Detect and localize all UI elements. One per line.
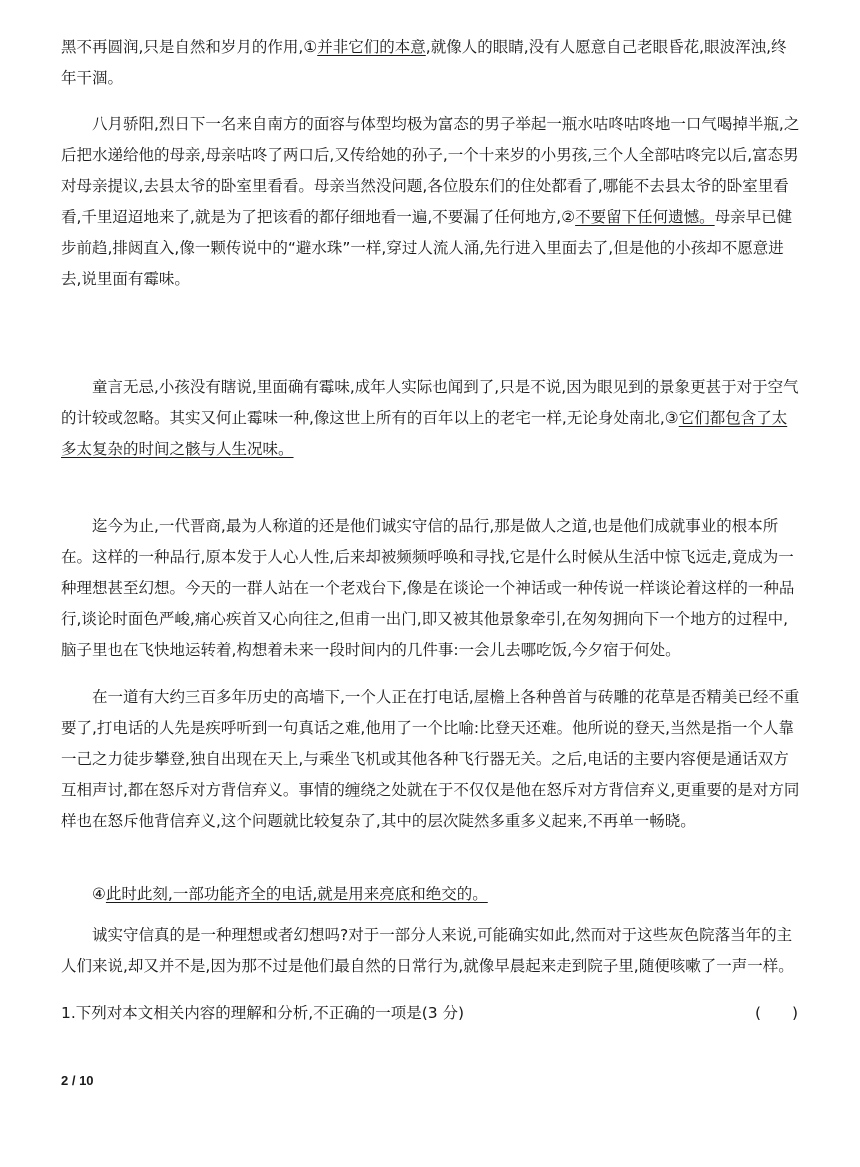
paragraph-text: 八月骄阳,烈日下一名来自南方的面容与体型均极为富态的男子举起一瓶水咕咚咕咚地一口气喝掉半瓶,之后把水递给他的母亲,母亲咕咚了两口后,又传给她的孙子,一个十来岁的小男孩,三个人全部咕咚完以后,富态男对母亲提议,去县太爷的卧室里看看。母亲当然没问题,各位股东们的住处都看了,哪能不去县太爷的卧室里看看,千里迢迢地来了,就是为了把该看的都仔细地看一遍,不要漏了任何地方,	[61, 115, 800, 226]
paragraph-6	[61, 879, 801, 910]
answer-parentheses: ( )	[755, 1004, 799, 1022]
paragraph-5: 在一道有大约三百多年历史的高墙下,一个人正在打电话,屋檐上各种兽首与砖雕的花草是否精美已经不重要了,打电话的人先是疾呼听到一句真话之难,他用了一个比喻:比登天还难。他所说的登天,当然是指一个人靠一己之力徒步攀登,独自出现在天上,与乘坐飞机或其他各种飞行器无关。之后,电话的主要内容便是通话双方互相声讨,都在怒斥对方背信弃义。事情的缠绕之处就在于不仅仅是他在怒斥对方背信弃义,更重要的是对方同样也在怒斥他背信弃义,这个问题就比较复杂了,其中的层次陡然多重多义起来,不再单一畅晓。	[61, 688, 800, 830]
paragraph-text: ,就像人的眼睛,没有人愿意自己老眼昏花,眼波浑浊,终年干涸。	[61, 38, 787, 87]
page-number: 2 / 10	[61, 1073, 94, 1088]
circled-number-2: ②	[561, 208, 576, 226]
paragraph-4: 迄今为止,一代晋商,最为人称道的还是他们诚实守信的品行,那是做人之道,也是他们成就事业的根本所在。这样的一种品行,原本发于人心人性,后来却被频频呼唤和寻找,它是什么时候从生活中惊飞远走,竟成为一种理想甚至幻想。今天的一群人站在一个老戏台下,像是在谈论一个神话或一种传说一样谈论着这样的一种品行,谈论时面色严峻,痛心疾首又心向往之,但甫一出门,即又被其他景象牵引,在匆匆拥向下一个地方的过程中,脑子里也在飞快地运转着,构想着未来一段时间内的几件事:一会儿去哪吃饭,今夕宿于何处。	[61, 517, 795, 659]
paragraph-1	[61, 32, 801, 94]
circled-number-4: ④	[92, 885, 106, 903]
circled-number-3: ③	[664, 409, 679, 427]
circled-number-1: ①	[303, 38, 318, 56]
paragraph-7: 诚实守信真的是一种理想或者幻想吗?对于一部分人来说,可能确实如此,然而对于这些灰色院落当年的主人们来说,却又并不是,因为那不过是他们最自然的日常行为,就像早晨起来走到院子里,随便咳嗽了一声一样。	[61, 926, 794, 975]
paragraph-text: 母亲早已健步前趋,排闼直入,像一颗传说中的“避水珠”一样,穿过人流人涌,先行进入里面去了,但是他的小孩却不愿意进去,说里面有霉味。	[61, 208, 793, 288]
paragraph-3	[61, 372, 801, 465]
underlined-sentence-4: 此时此刻,一部功能齐全的电话,就是用来亮底和绝交的。	[105, 885, 488, 903]
underlined-sentence-3: 它们都包含了太多太复杂的时间之骸与人生况味。	[61, 409, 788, 458]
underlined-sentence-2: 不要留下任何遗憾。	[575, 208, 715, 226]
paragraph-2	[61, 109, 801, 295]
paragraph-text: 黑不再圆润,只是自然和岁月的作用,	[61, 38, 304, 56]
underlined-sentence-1: 并非它们的本意	[317, 38, 426, 56]
paragraph-text: 童言无忌,小孩没有瞎说,里面确有霉味,成年人实际也闻到了,只是不说,因为眼见到的景象更甚于对于空气的计较或忽略。其实又何止霉味一种,像这世上所有的百年以上的老宅一样,无论身处南北,	[61, 378, 799, 427]
question-1: 1.下列对本文相关内容的理解和分析,不正确的一项是(3 分)	[61, 1004, 465, 1022]
